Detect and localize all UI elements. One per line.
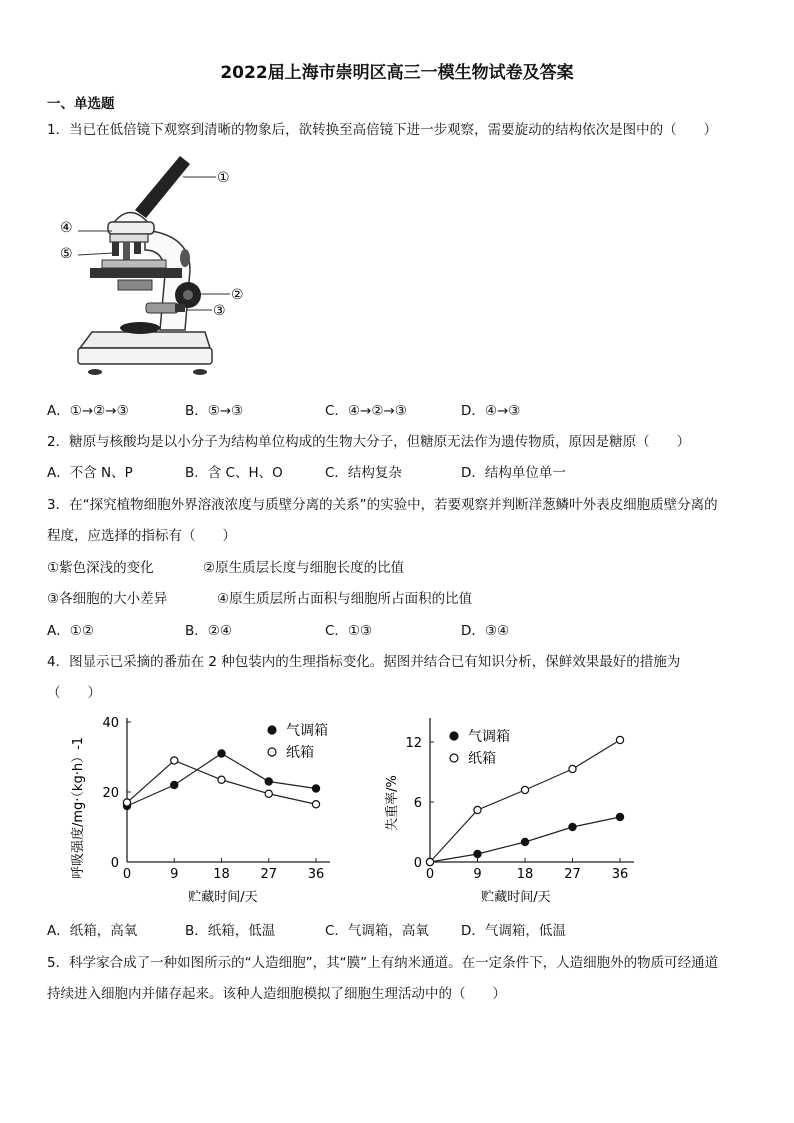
data-point bbox=[521, 838, 528, 845]
chart-1-ylabel: 失重率/% bbox=[385, 775, 400, 831]
x-tick-label: 36 bbox=[307, 867, 325, 882]
data-point bbox=[426, 858, 433, 865]
x-tick-label: 27 bbox=[564, 867, 581, 882]
q4-option-b[interactable]: B．纸箱，低温 bbox=[185, 923, 276, 939]
data-point bbox=[521, 786, 528, 793]
x-tick-label: 0 bbox=[122, 867, 132, 882]
y-tick-label: 6 bbox=[413, 796, 422, 811]
y-tick-label: 0 bbox=[110, 856, 119, 871]
x-tick-label: 0 bbox=[425, 867, 435, 882]
q4-option-c[interactable]: C．气调箱，高氧 bbox=[325, 923, 429, 939]
chart-0-ylabel: 呼吸强度/mg·（kg·h）-1 bbox=[71, 736, 86, 880]
q1-option-b[interactable]: B．⑤→③ bbox=[185, 403, 244, 419]
y-tick-label: 12 bbox=[405, 736, 422, 751]
chart-0-xlabel: 贮藏时间/天 bbox=[188, 890, 258, 905]
q2-option-b[interactable]: B．含 C、H、O bbox=[185, 465, 283, 481]
data-point bbox=[171, 781, 178, 788]
question-5-stem-line2: 持续进入细胞内并储存起来。该种人造细胞模拟了细胞生理活动中的（ ） bbox=[47, 986, 506, 1002]
legend-marker bbox=[450, 732, 458, 740]
data-point bbox=[312, 801, 319, 808]
legend-label: 气调箱 bbox=[468, 729, 510, 745]
label-5: ⑤ bbox=[60, 246, 73, 262]
question-1-stem: 1．当已在低倍镜下观察到清晰的物象后，欲转换至高倍镜下进一步观察，需要旋动的结构依次是图中的（ ） bbox=[47, 122, 718, 138]
q2-option-d[interactable]: D．结构单位单一 bbox=[461, 465, 566, 481]
y-tick-label: 0 bbox=[413, 856, 422, 871]
legend-marker bbox=[450, 754, 458, 762]
y-tick-label: 40 bbox=[102, 716, 119, 731]
data-point bbox=[218, 750, 225, 757]
data-point bbox=[569, 765, 576, 772]
data-point bbox=[265, 790, 272, 797]
data-point bbox=[265, 778, 272, 785]
label-1: ① bbox=[217, 170, 230, 186]
data-point bbox=[474, 850, 481, 857]
q3-option-a[interactable]: A．①② bbox=[47, 623, 94, 639]
label-2: ② bbox=[231, 287, 244, 303]
x-tick-label: 27 bbox=[260, 867, 278, 882]
x-tick-label: 36 bbox=[611, 867, 629, 882]
q1-option-c[interactable]: C．④→②→③ bbox=[325, 403, 407, 419]
x-tick-label: 18 bbox=[516, 867, 534, 882]
chart-1-xlabel: 贮藏时间/天 bbox=[481, 890, 551, 905]
q1-option-d[interactable]: D．④→③ bbox=[461, 403, 521, 419]
y-tick-label: 20 bbox=[102, 786, 119, 801]
microscope-figure bbox=[50, 150, 290, 385]
section-heading: 一、单选题 bbox=[47, 96, 115, 112]
q4-option-a[interactable]: A．纸箱，高氧 bbox=[47, 923, 138, 939]
q3-option-b[interactable]: B．②④ bbox=[185, 623, 232, 639]
q3-item-1: ①紫色深浅的变化 bbox=[47, 560, 154, 576]
legend-marker bbox=[268, 748, 276, 756]
data-point bbox=[474, 806, 481, 813]
question-3-stem-line1: 3．在“探究植物细胞外界溶液浓度与质壁分离的关系”的实验中，若要观察并判断洋葱鳞叶外表皮细胞质壁分离的 bbox=[47, 497, 718, 513]
data-point bbox=[616, 736, 623, 743]
legend-label: 纸箱 bbox=[286, 745, 314, 761]
x-tick-label: 9 bbox=[170, 867, 179, 882]
legend-label: 气调箱 bbox=[286, 723, 328, 739]
q3-option-c[interactable]: C．①③ bbox=[325, 623, 373, 639]
data-point bbox=[123, 799, 130, 806]
data-point bbox=[218, 776, 225, 783]
q3-item-3: ③各细胞的大小差异 bbox=[47, 591, 168, 607]
q3-option-d[interactable]: D．③④ bbox=[461, 623, 510, 639]
legend-label: 纸箱 bbox=[468, 751, 496, 767]
weight-loss-chart bbox=[380, 708, 670, 908]
q3-item-4: ④原生质层所占面积与细胞所占面积的比值 bbox=[217, 591, 473, 607]
data-point bbox=[171, 757, 178, 764]
question-3-stem-line2: 程度，应选择的指标有（ ） bbox=[47, 528, 236, 544]
question-4-stem-line1: 4．图显示已采摘的番茄在 2 种包装内的生理指标变化。据图并结合已有知识分析，保鲜效果最好的措施为 bbox=[47, 654, 681, 670]
q1-option-a[interactable]: A．①→②→③ bbox=[47, 403, 129, 419]
respiration-chart bbox=[60, 708, 360, 908]
x-tick-label: 9 bbox=[473, 867, 482, 882]
question-5-stem-line1: 5．科学家合成了一种如图所示的“人造细胞”，其“膜”上有纳米通道。在一定条件下，人造细胞外的物质可经通道 bbox=[47, 955, 719, 971]
label-3: ③ bbox=[213, 303, 226, 319]
q4-option-d[interactable]: D．气调箱，低温 bbox=[461, 923, 566, 939]
x-tick-label: 18 bbox=[213, 867, 230, 882]
q3-item-2: ②原生质层长度与细胞长度的比值 bbox=[203, 560, 405, 576]
question-2-stem: 2．糖原与核酸均是以小分子为结构单位构成的生物大分子，但糖原无法作为遗传物质，原因是糖原（ ） bbox=[47, 434, 691, 450]
question-4-stem-line2: （ ） bbox=[47, 685, 101, 701]
data-point bbox=[312, 785, 319, 792]
legend-marker bbox=[268, 726, 276, 734]
page-title: 2022届上海市崇明区高三一模生物试卷及答案 bbox=[220, 63, 574, 83]
q2-option-a[interactable]: A．不含 N、P bbox=[47, 465, 133, 481]
data-point bbox=[616, 813, 623, 820]
label-4: ④ bbox=[60, 220, 73, 236]
q2-option-c[interactable]: C．结构复杂 bbox=[325, 465, 402, 481]
data-point bbox=[569, 823, 576, 830]
